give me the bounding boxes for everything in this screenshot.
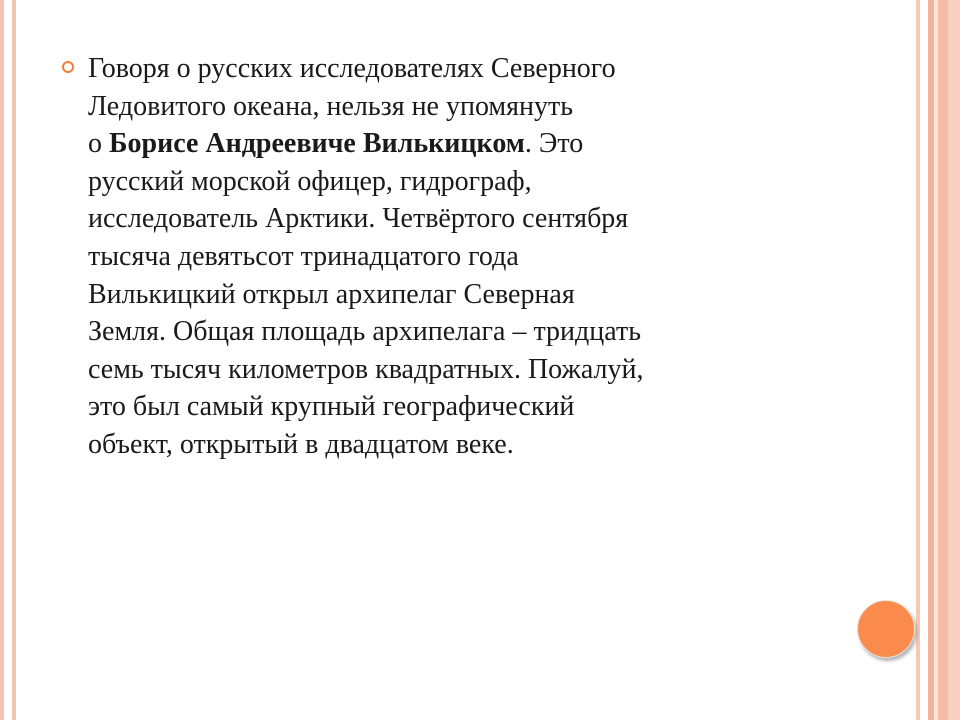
- text-run: о: [88, 128, 109, 160]
- text-line: [88, 276, 830, 314]
- text-line: [88, 163, 830, 201]
- text-line: [88, 388, 830, 426]
- text-run: Ледовитого океана, нельзя не упомянуть: [88, 90, 574, 122]
- right-decor-band: [916, 0, 920, 720]
- text-line: [88, 200, 830, 238]
- text-run: тысяча девятьсот тринадцатого года: [88, 240, 519, 272]
- bold-name-text: Борисе Андреевиче Вилькицком: [109, 128, 525, 160]
- text-line: [88, 50, 830, 88]
- text-run: Вилькицкий открыл архипелаг Северная: [88, 278, 575, 310]
- text-line: [88, 88, 830, 126]
- ring-bullet-icon: [62, 61, 74, 73]
- text-run: исследователь Арктики. Четвёртого сентября: [88, 203, 629, 235]
- text-line: [88, 351, 830, 389]
- right-decor-band: [948, 0, 960, 720]
- text-run: . Это: [524, 128, 584, 160]
- slide-content: [60, 50, 830, 464]
- text-run: семь тысяч километров квадратных. Пожалуй,: [88, 353, 644, 385]
- text-run: объект, открытый в двадцатом веке.: [88, 428, 514, 460]
- text-run: русский морской офицер, гидрограф,: [88, 165, 532, 197]
- bullet-item: [60, 50, 830, 464]
- text-run: это был самый крупный географический: [88, 391, 575, 423]
- text-line: [88, 238, 830, 276]
- left-frame-line-outer: [0, 0, 4, 720]
- right-decor-band: [938, 0, 948, 720]
- text-run: Говоря о русских исследователях Северного: [88, 53, 616, 84]
- text-line: [88, 426, 830, 464]
- orange-circle-decoration: [857, 600, 915, 658]
- bullet-paragraph: [88, 50, 830, 464]
- text-line: [88, 313, 830, 351]
- text-run: Земля. Общая площадь архипелага – тридцать: [88, 316, 641, 348]
- left-frame-line-inner: [12, 0, 16, 720]
- text-line: [88, 125, 830, 163]
